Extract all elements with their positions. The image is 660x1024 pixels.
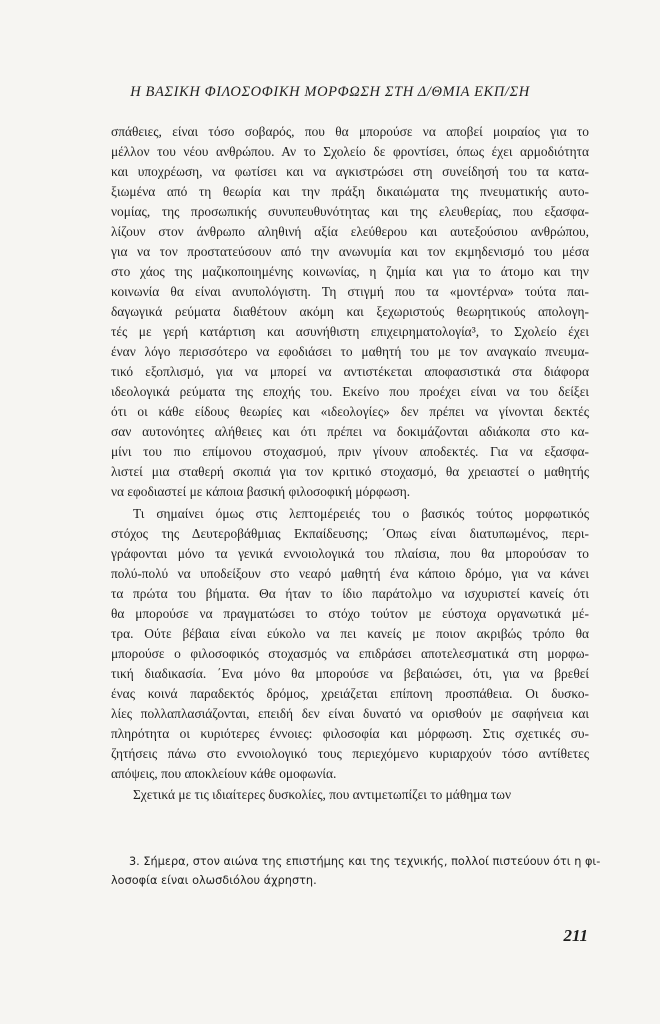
- footnote-line: 3. Σήμερα, στον αιώνα της επιστήμης και της τεχνικής, πολλοί πιστεύουν ότι η φι-: [129, 855, 601, 868]
- text-line: μίνι του πιο επίμονου στοχασμού, πριν γίνουν αποδεκτές. Για να εξασφα-: [111, 444, 589, 459]
- paragraph: [111, 785, 589, 805]
- text-line: Σχετικά με τις ιδιαίτερες δυσκολίες, που αντιμετωπίζει το μάθημα των: [133, 787, 512, 802]
- text-line: ξιωμένα από τη θεωρία και την πράξη δικαιώματα της πνευματικής αυτο-: [111, 184, 589, 199]
- text-line: να εφοδιαστεί με κάποια βασική φιλοσοφική μόρφωση.: [111, 484, 411, 499]
- text-line: θα μπορούσε να πραγματώσει το στόχο τούτον με εύστοχα οργανωτικά μέ-: [111, 605, 589, 621]
- text-line: δαγωγικά ρεύματα διαθέτουν ακόμη και ξεχωριστούς θεωρητικούς απολογη-: [111, 304, 589, 319]
- text-line: τικό εξοπλισμό, για να μπορεί να αντιστέκεται αποφασιστικά στα διάφορα: [111, 364, 589, 379]
- text-line: στο χάος της μαζικοποιημένης κοινωνίας, η ζημία και για το άτομο και την: [111, 264, 589, 279]
- text-line: στόχος της Δευτεροβάθμιας Εκπαίδευσης; ΄Οπως είναι διατυπωμένος, περι-: [111, 525, 589, 541]
- page-number: 211: [563, 926, 588, 945]
- running-header: Η ΒΑΣΙΚΗ ΦΙΛΟΣΟΦΙΚΗ ΜΟΡΦΩΣΗ ΣΤΗ Δ/ΘΜΙΑ ΕΚΠ/ΣΗ: [130, 84, 530, 100]
- footnote-line: λοσοφία είναι ολωσδιόλου άχρηστη.: [111, 874, 317, 887]
- text-line: μπορούσε ο φιλοσοφικός στοχασμός να επιδράσει αποτελεσματικά στη μορφω-: [111, 645, 589, 661]
- text-line: τική διαδικασία. ΄Ενα μόνο θα μπορούσε να βεβαιώσει, ότι, για να βρεθεί: [111, 665, 589, 681]
- text-line: πληρότητα οι κυριότερες έννοιες: φιλοσοφία και μόρφωση. Στις σχετικές συ-: [111, 725, 589, 741]
- text-line: πολύ-πολύ να υποδείξουν στο νεαρό μαθητή ένα κάποιο δρόμο, για να κάνει: [111, 565, 589, 581]
- text-line: ζητήσεις πάνω στο εννοιολογικό τους περιεχόμενο κυριαρχούν τόσο αντίθετες: [111, 745, 589, 761]
- text-line: και υποχρέωση, να φωτίσει και να αγκιστρώσει στη συνείδησή του τα κατα-: [111, 164, 589, 179]
- text-line: σπάθειες, είναι τόσο σοβαρός, που θα μπορούσε να αποβεί μοιραίος για το: [111, 124, 589, 139]
- text-line: ένας κοινά παραδεκτός δρόμος, χρειάζεται επίπονη προσπάθεια. Οι δυσκο-: [111, 685, 589, 701]
- text-line: ιδεολογικά ρεύματα της εποχής του. Εκείνο που προέχει είναι να του δείξει: [111, 384, 589, 399]
- paragraph: [111, 122, 589, 502]
- text-line: νομίας, της προσωπικής συνυπευθυνότητας και της ελευθερίας, που εξασφα-: [111, 204, 589, 219]
- text-line: Τι σημαίνει όμως στις λεπτομέρειές του ο βασικός τούτος μορφωτικός: [133, 505, 589, 521]
- text-line: για να τον προστατεύσουν από την ανωνυμία και τον εκμηδενισμό του μέσα: [111, 244, 589, 259]
- text-line: σαν αυτονόητες αλήθειες και ότι πρέπει να δοκιμάζονται αδιάκοπα στο κα-: [111, 424, 589, 439]
- text-line: τα πρώτα του βήματα. Θα ήταν το ίδιο παράτολμο να ισχυριστεί κανείς ότι: [111, 585, 589, 601]
- text-line: γράφονται μόνο τα γενικά εννοιολογικά του πλαίσια, που θα μπορούσαν το: [111, 545, 589, 561]
- footnotes: [111, 852, 601, 890]
- body-text: [111, 122, 589, 805]
- text-line: τές με γερή κατάρτιση και ασυνήθιστη επιχειρηματολογία³, το Σχολείο έχει: [111, 324, 589, 339]
- text-line: μέλλον του νέου ανθρώπου. Αν το Σχολείο δε φροντίσει, όπως έχει αρμοδιότητα: [111, 144, 589, 159]
- text-line: έναν λόγο περισσότερο να εφοδιάσει το μαθητή του με τον αναγκαίο πνευμα-: [111, 344, 589, 359]
- text-line: κοινωνία θα είναι ανυπολόγιστη. Τη στιγμή που τα «μοντέρνα» τούτα παι-: [111, 284, 589, 299]
- text-line: λίες πολλαπλασιάζονται, επειδή δεν είναι δυνατό να ορισθούν με σαφήνεια και: [111, 705, 589, 721]
- text-line: λίζουν στον άνθρωπο αληθινή αξία ελεύθερου και αυτεξούσιου ανθρώπου,: [111, 224, 589, 239]
- text-line: απόψεις, που αποκλείουν κάθε ομοφωνία.: [111, 765, 337, 781]
- text-line: ότι οι κάθε είδους θεωρίες και «ιδεολογίες» δεν πρέπει να γίνονται δεκτές: [111, 404, 589, 419]
- text-line: τρα. Ούτε βέβαια είναι εύκολο να πει κανείς με ποιον ακριβώς τρόπο θα: [111, 625, 589, 641]
- text-line: λιστεί μια σταθερή σκοπιά για τον κριτικό στοχασμό, θα χρειαστεί ο μαθητής: [111, 464, 589, 479]
- paragraph: [111, 504, 589, 784]
